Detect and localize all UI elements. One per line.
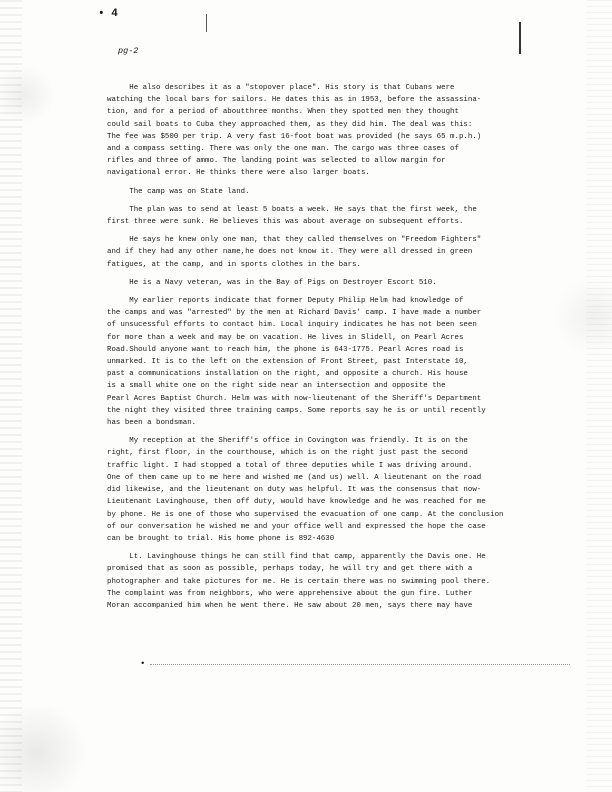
bottom-mark: •: [140, 659, 146, 669]
text-line: did likewise, and the lieutenant on duty was helpful. It was the consensus that now-: [107, 486, 482, 495]
text-line: Pearl Acres Baptist Church. Helm was with now-lieutenant of the Sheriff's Department: [107, 394, 482, 403]
corner-mark: • 4: [98, 8, 118, 20]
text-line: tion, and for a period of aboutthree months. When they spotted men they thought: [107, 108, 459, 117]
text-line: the night they visited three training camps. Some reports say he is or until recently: [107, 406, 486, 415]
text-line: could sail boats to Cuba they approached them, as they did him. The deal was this:: [107, 120, 473, 129]
text-line: He says he knew only one man, that they called themselves on "Freedom Fighters": [107, 236, 482, 245]
text-line: can be brought to trial. His home phone is 892-4630: [107, 534, 335, 543]
text-line: The complaint was from neighbors, who were apprehensive about the gun fire. Luther: [107, 589, 473, 598]
text-line: Lt. Lavinghouse things he can still find that camp, apparently the Davis one. He: [107, 553, 486, 562]
text-line: One of them came up to me here and wished me (and us) well. A lieutenant on the road: [107, 473, 482, 482]
text-line: rifles and three of ammo. The landing point was selected to allow margin for: [107, 157, 446, 166]
text-line: My reception at the Sheriff's office in Covington was friendly. It is on the: [107, 437, 468, 446]
paragraph: [107, 277, 519, 289]
text-line: right, first floor, in the courthouse, which is on the right just past the second: [107, 449, 468, 458]
scan-mark-line: [206, 14, 207, 32]
paragraph: [107, 295, 519, 429]
text-line: promised that as soon as possible, perhaps today, he will try and get there with a: [107, 565, 473, 574]
text-line: the camps and was "arrested" by the men at Richard Davis' camp. I have made a number: [107, 309, 482, 318]
text-line: photographer and take pictures for me. He is certain there was no swimming pool there.: [107, 577, 491, 586]
text-line: Moran accompanied him when he went there. He saw about 20 men, says there may have: [107, 601, 473, 610]
text-line: He is a Navy veteran, was in the Bay of Pigs on Destroyer Escort 510.: [107, 278, 437, 287]
body-text: [107, 82, 519, 612]
paragraph: [107, 82, 519, 180]
paragraph: [107, 204, 519, 228]
text-line: He also describes it as a "stopover place". His story is that Cubans were: [107, 84, 455, 92]
paragraph: [107, 435, 519, 545]
paragraph: [107, 186, 519, 198]
page-number: pg-2: [118, 46, 139, 56]
text-line: and a compass setting. There was only the one man. The cargo was three cases of: [107, 145, 459, 154]
text-line: first three were sunk. He believes this was about average on subsequent efforts.: [107, 218, 464, 227]
text-line: for more than a week and may be on vacation. He lives in Slidell, on Pearl Acres: [107, 333, 464, 342]
text-line: unmarked. It is to the left on the extension of Front Street, past Interstate 10,: [107, 358, 468, 367]
text-line: The camp was on State land.: [107, 187, 250, 196]
scan-mark-bar: [519, 22, 521, 54]
scan-edge-left: [0, 0, 22, 792]
text-line: navigational error. He thinks there were also larger boats.: [107, 169, 370, 178]
text-line: fatigues, at the camp, and in sports clothes in the bars.: [107, 260, 361, 269]
text-line: Road.Should anyone want to reach him, the phone is 643-1775. Pearl Acres road is: [107, 345, 464, 354]
text-line: has been a bondsman.: [107, 419, 197, 428]
text-line: Lieutenant Lavinghouse, then off duty, would have knowledge and he was reached for me: [107, 498, 486, 507]
text-line: My earlier reports indicate that former Deputy Philip Helm had knowledge of: [107, 297, 464, 306]
text-line: The plan was to send at least 5 boats a week. He says that the first week, the: [107, 205, 477, 214]
paragraph: [107, 234, 519, 271]
paragraph: [107, 551, 519, 612]
text-line: traffic light. I had stopped a total of three deputies while I was driving around.: [107, 461, 473, 470]
text-line: is a small white one on the right side near an intersection and opposite the: [107, 382, 446, 391]
text-line: of unsucessful efforts to contact him. Local inquiry indicates he has not been seen: [107, 321, 477, 330]
text-line: past a communications installation on the right, and opposite a church. His house: [107, 370, 468, 379]
text-line: and if they had any other name,he does not know it. They were all dressed in green: [107, 248, 473, 257]
text-line: The fee was $500 per trip. A very fast 16-foot boat was provided (he says 65 m.p.h.): [107, 132, 482, 141]
text-line: of our conversation he wished me and your office well and expressed the hope the case: [107, 522, 486, 531]
text-line: by phone. He is one of those who supervised the evacuation of one camp. At the conclusion: [107, 510, 504, 519]
scan-edge-right: [586, 0, 612, 792]
text-line: watching the local bars for sailors. He dates this as in 1953, before the assassina-: [107, 96, 482, 105]
dotted-rule: [150, 664, 570, 665]
